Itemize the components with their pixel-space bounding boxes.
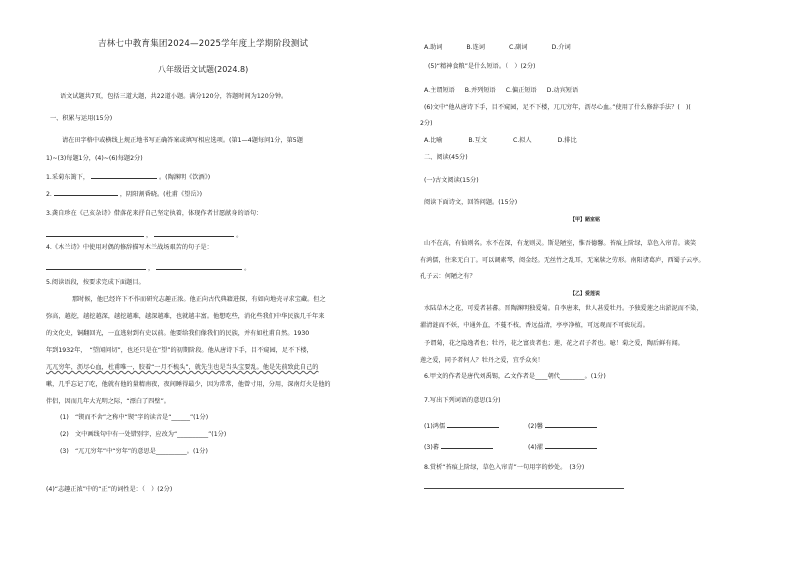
sub-question-1: (1) “锲而不舍”之称中“锲”字的读音是“______”(1分): [60, 414, 209, 421]
question-4-comma: ，: [147, 265, 155, 272]
q-instruction-line1: 请在田字格中或横线上规正地书写正确答案或填写相应选项。(第1—4题每问1分，第5题: [62, 137, 303, 144]
options-row-2: [424, 87, 578, 95]
question-3-comma: ，: [145, 232, 153, 239]
question-5: 5.阅读语段，按要求完成下面题目。: [46, 279, 145, 286]
exam-title: 吉林七中教育集团2024—2025学年度上学期阶段测试: [98, 39, 309, 49]
passage-line-6: 嗽，几乎忘记了吃，他就有他的量精南夜，夜间睡得最少，因为常常，他曾寸用，分用，深南灯火是他的: [46, 381, 331, 388]
option-c[interactable]: C.拟人: [512, 137, 532, 144]
vocab-item-1-answer-line[interactable]: [447, 420, 499, 428]
question-2-suffix: ，阴阳割昏晓。(杜甫《望岳》): [119, 191, 203, 198]
options-row-3: [424, 137, 577, 145]
question-3-answer-line-1[interactable]: [46, 229, 144, 237]
question-6: 6.甲文的作者是唐代刘禹锡，乙文作者是____朝代________。(1分): [424, 373, 606, 380]
exam-subtitle: 八年级语文试题(2024.8): [158, 65, 249, 74]
subsection-classical-heading: (一)古文阅读(15分): [424, 177, 479, 184]
question-1-answer-line[interactable]: [91, 171, 157, 179]
vocab-item-2-answer-line[interactable]: [545, 420, 597, 428]
passage-line-1: 那时候，他已经许下不作而研究志趣正浓。他正向古代典籍进探，有如向地壳寻求宝藏。但之: [72, 296, 326, 303]
sub-question-5: (5)“精神食粮”是什么短语。（ ）(2分): [428, 63, 536, 70]
sub-question-2: (2) 文中画线句中有一处错别字，应改为“__________”(1分): [60, 431, 227, 438]
question-1-prefix: 1.采菊东篱下，: [46, 174, 90, 181]
reading-instruction: 阅读下面诗文，回答问题。(15分): [424, 199, 518, 206]
question-4-period: 。: [244, 265, 251, 272]
question-8: 8.赏析“苔痕上阶绿，草色入帘青”一句用字的妙处。 (3分): [424, 464, 585, 471]
vocab-item-2: [528, 420, 597, 431]
vocab-item-4-label: (4)濯: [528, 444, 543, 451]
passage-line-2: 弥高，越挖，越挖越深，越挖越难，越深越难，也就越丰富。他想吃些，消化些我们中华民族几千年来: [46, 313, 325, 320]
section-2-heading: 二、阅读(45分): [424, 154, 468, 161]
sub-question-6-score: 2分): [420, 120, 433, 127]
question-4: 4.《木兰诗》中使用对偶的修辞描写木兰战场艰苦的句子是：: [46, 244, 213, 251]
text-yi-line-1: 水陆草木之花，可爱者甚蕃。晋陶渊明独爱菊。自李唐来，世人甚爱牡丹。予独爱莲之出淤泥而不染，: [424, 305, 703, 312]
exam-intro: 语文试题共7页，包括三道大题，共22道小题。满分120分，答题时间为120分钟。: [60, 93, 288, 100]
text-jia-title: 【甲】陋室铭: [569, 217, 600, 223]
q-instruction-line2: 1)~(3)每题1分，(4)~(6)每题2分): [46, 155, 143, 162]
option-b[interactable]: B.互文: [468, 137, 487, 144]
question-2-prefix: 2.: [46, 191, 52, 198]
option-d[interactable]: D.动宾短语: [546, 87, 579, 94]
question-1: [46, 171, 210, 182]
question-2-answer-line[interactable]: [54, 188, 118, 196]
option-a[interactable]: A.助词: [424, 44, 443, 51]
text-yi-line-3: 予谓菊，花之隐逸者也；牡丹，花之富贵者也；莲，花之君子者也。噫！菊之爱，陶后鲜有闻。: [424, 340, 684, 347]
option-a[interactable]: A.主谓短语: [424, 87, 455, 94]
passage-line-5: 兀兀穷年，沥尽心血，杜甫唯一，胶着“一月不梳头”，就先生也是当头宝要乱。他是先前致此自己的: [46, 364, 319, 371]
question-3-answer-line-2[interactable]: [154, 229, 234, 237]
question-4-answer-line-2[interactable]: [156, 262, 242, 270]
sub-question-6: (6)文中“他从唐诗下手，目不窥园，足不下楼，兀兀穷年，沥尽心血。”使用了什么修辞手法？( )(: [424, 104, 691, 111]
passage-line-3: 的文化史，铜翻回光，一直逃射到有史以前。他要给我们像我们的民族，并有如杜甫自然。1930: [46, 330, 310, 337]
text-yi-line-4: 莲之爱，同予者何人？牡丹之爱，宜乎众矣！: [420, 357, 544, 364]
option-b[interactable]: B.连词: [466, 44, 485, 51]
vocab-item-4-answer-line[interactable]: [545, 441, 597, 449]
question-3-answer: [46, 229, 242, 240]
passage-line-4: 年到1932年， “望闻问切”，也还只是在“望”的初期阶段。他从唐诗下手，目不窥园，足不下楼，: [46, 347, 313, 354]
text-jia-line-3: 孔子云：何陋之有？: [420, 273, 476, 280]
text-yi-line-2: 濯清涟而不妖，中通外直，不蔓不枝，香远益清，亭亭净植，可远观而不可亵玩焉。: [420, 322, 649, 329]
question-8-answer-line[interactable]: [424, 488, 624, 489]
options-row-1: [424, 44, 571, 52]
option-c[interactable]: C.偏正短语: [505, 87, 537, 94]
question-4-answer: [46, 262, 250, 273]
question-3-period: 。: [236, 232, 243, 239]
question-3: 3.龚自珍在《己亥杂诗》借落花来抒自己坚定执着，体现作者甘愿献身的语句：: [46, 210, 263, 217]
option-d[interactable]: D.介词: [551, 44, 571, 51]
option-c[interactable]: C.副词: [508, 44, 528, 51]
sub-question-3: (3) “兀兀穷年”中“穷年”的意思是__________。(1分): [60, 448, 208, 455]
text-jia-line-1: 山不在高，有仙则名。水不在深，有龙则灵。斯是陋室，惟吾德馨。苔痕上阶绿，草色入帘青。谈笑: [424, 240, 697, 247]
question-1-suffix: 。(陶渊明《饮酒》): [158, 174, 211, 181]
section-1-heading: 一、积累与运用(15分): [50, 115, 113, 122]
question-4-answer-line-1[interactable]: [46, 262, 146, 270]
vocab-item-3: [424, 441, 493, 452]
vocab-item-1-label: (1)鸿儒: [424, 423, 446, 430]
option-b[interactable]: B.并列短语: [464, 87, 496, 94]
passage-line-7: 伴侣，因而几年大光明之际，“漂白了四壁”。: [46, 398, 170, 405]
option-d[interactable]: D.排比: [557, 137, 577, 144]
sub-question-4: (4)“志趣正浓”中的“正”的词性是：（ ）(2分): [46, 486, 173, 493]
question-7: 7.写出下列词语的意思(1分): [424, 397, 501, 404]
vocab-item-3-answer-line[interactable]: [441, 441, 493, 449]
text-yi-title: 【乙】爱莲说: [569, 291, 600, 297]
option-a[interactable]: A.比喻: [424, 137, 443, 144]
text-jia-line-2: 有鸿儒，往来无白丁。可以调素琴，阅金经。无丝竹之乱耳，无案牍之劳形。南阳诸葛庐，西蜀子云亭。: [420, 257, 705, 264]
vocab-item-3-label: (3)蕃: [424, 444, 439, 451]
vocab-item-2-label: (2)馨: [528, 423, 543, 430]
vocab-item-1: [424, 420, 499, 431]
vocab-item-4: [528, 441, 597, 452]
question-2: [46, 188, 202, 199]
